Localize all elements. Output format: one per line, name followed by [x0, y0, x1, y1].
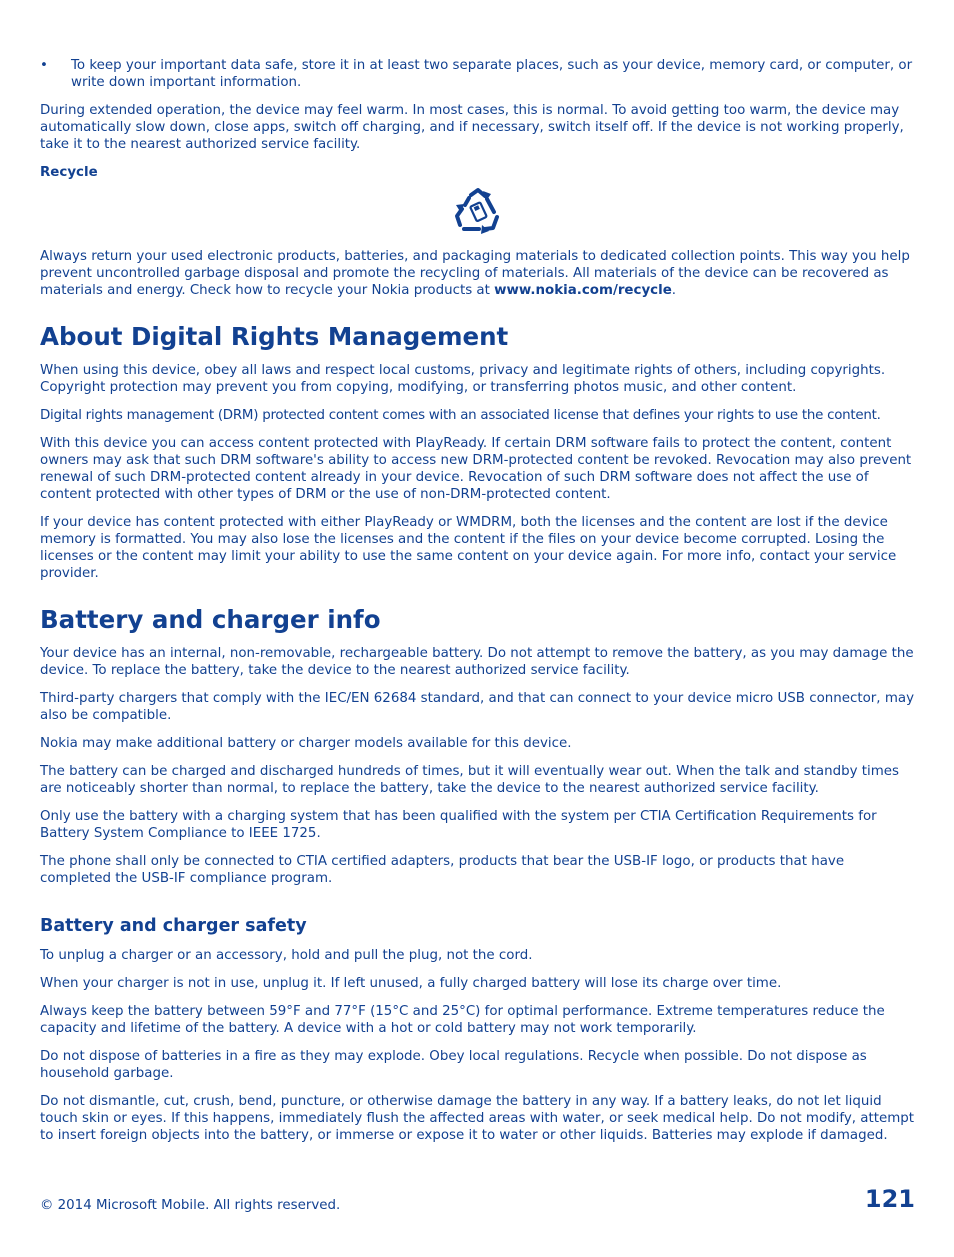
copyright-text: © 2014 Microsoft Mobile. All rights reserved. [40, 1198, 341, 1213]
recycle-text: Always return your used electronic products, batteries, and packaging materials to dedicated collection points. This way you help prevent uncontrolled garbage disposal and promote the recycling of materials. All materials of the device can be recovered as materials and energy. Check how to recycle your Nokia products at [40, 249, 910, 298]
battery-paragraph: Third-party chargers that comply with the IEC/EN 62684 standard, and that can connect to your device micro USB connector, may also be compatible. [40, 691, 914, 723]
page-number: 121 [864, 1185, 915, 1213]
battery-paragraph: Nokia may make additional battery or charger models available for this device. [40, 736, 572, 751]
battery-paragraph: Your device has an internal, non-removable, rechargeable battery. Do not attempt to remove the battery, as you may damage the device. To replace the battery, take the device to the nearest authorized service facility. [40, 646, 914, 678]
battery-paragraph: Only use the battery with a charging system that has been qualified with the system per CTIA Certification Requirements for Battery System Compliance to IEEE 1725. [40, 809, 877, 841]
bullet-text: To keep your important data safe, store it in at least two separate places, such as your device, memory card, or computer, or write down important information. [71, 58, 913, 90]
page-footer [40, 1185, 915, 1213]
drm-heading: About Digital Rights Management [40, 322, 509, 351]
list-item [40, 57, 915, 91]
safety-paragraph: To unplug a charger or an accessory, hold and pull the plug, not the cord. [40, 948, 533, 963]
battery-paragraph: The battery can be charged and discharged hundreds of times, but it will eventually wear out. When the talk and standby times are noticeably shorter than normal, to replace the battery, take the device to the nearest authorized service facility. [40, 764, 899, 796]
document-page [40, 57, 915, 1155]
battery-heading: Battery and charger info [40, 605, 381, 634]
warm-paragraph: During extended operation, the device may feel warm. In most cases, this is normal. To avoid getting too warm, the device may automatically slow down, close apps, switch off charging, and if necessary, switch itself off. If the device is not working properly, take it to the nearest authorized service facility. [40, 103, 904, 152]
safety-paragraph: When your charger is not in use, unplug it. If left unused, a fully charged battery will lose its charge over time. [40, 976, 782, 991]
drm-paragraph: When using this device, obey all laws and respect local customs, privacy and legitimate rights of others, including copyrights. Copyright protection may prevent you from copying, modifying, or transferring photos music, and other content. [40, 363, 886, 395]
drm-paragraph: If your device has content protected with either PlayReady or WMDRM, both the licenses and the content are lost if the device memory is formatted. You may also lose the licenses and the content if the files on your device become corrupted. Losing the licenses or the content may limit your ability to use the same content on your device again. For more info, contact your service provider. [40, 515, 897, 581]
battery-paragraph: The phone shall only be connected to CTIA certified adapters, products that bear the USB-IF logo, or products that have completed the USB-IF compliance program. [40, 854, 845, 886]
drm-paragraph: Digital rights management (DRM) protected content comes with an associated license that defines your rights to use the content. [40, 408, 881, 423]
recycle-link[interactable]: www.nokia.com/recycle [494, 283, 672, 298]
safety-heading: Battery and charger safety [40, 916, 307, 936]
safety-paragraph: Do not dismantle, cut, crush, bend, puncture, or otherwise damage the battery in any way. If a battery leaks, do not let liquid touch skin or eyes. If this happens, immediately flush the affected areas with water, or seek medical help. Do not modify, attempt to insert foreign objects into the battery, or immerse or expose it to water or other liquids. Batteries may explode if damaged. [40, 1094, 915, 1143]
safety-paragraph: Always keep the battery between 59°F and 77°F (15°C and 25°C) for optimal performance. Extreme temperatures reduce the capacity and lifetime of the battery. A device with a hot or cold battery may not work temporarily. [40, 1004, 885, 1036]
recycle-icon [453, 187, 503, 235]
recycle-label: Recycle [40, 165, 98, 180]
recycle-after-link: . [671, 283, 677, 298]
recycle-icon-container [40, 187, 915, 235]
bullet-marker: • [40, 58, 48, 73]
safety-paragraph: Do not dispose of batteries in a fire as they may explode. Obey local regulations. Recycle when possible. Do not dispose as household garbage. [40, 1049, 867, 1081]
drm-paragraph: With this device you can access content protected with PlayReady. If certain DRM software fails to protect the content, content owners may ask that such DRM software's ability to access new DRM-protected content be revoked. Revocation may also prevent renewal of such DRM-protected content already in your device. Revocation of such DRM software does not affect the use of content protected with other types of DRM or the use of non-DRM-protected content. [40, 436, 912, 502]
recycle-paragraph [40, 248, 915, 299]
